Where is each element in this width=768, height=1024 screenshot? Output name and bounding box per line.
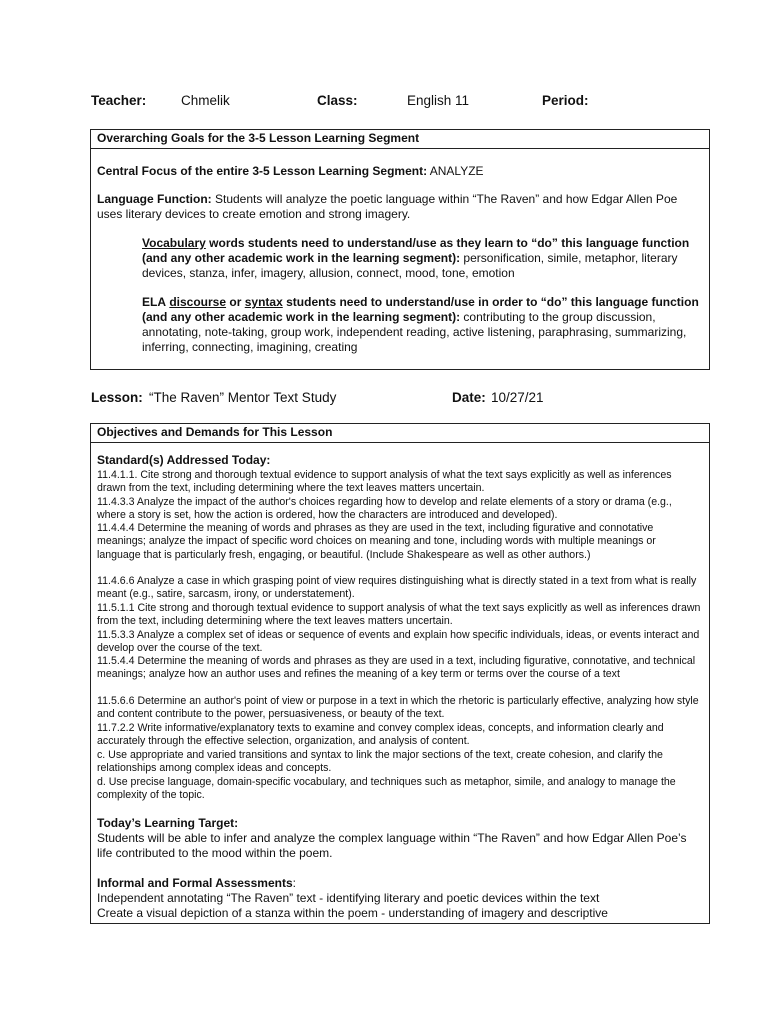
date-value: 10/27/21 (491, 390, 544, 405)
standard-item: c. Use appropriate and varied transitions and syntax to link the major sections of the text, create cohesion, and clarify the relationships among complex ideas and concepts. (97, 749, 663, 775)
standard-item: 11.4.4.4 Determine the meaning of words and phrases as they are used in the text, including figurative and connotative meanings; analyze the impact of specific word choices on meaning and tone, including words with multiple meanings or language that is particularly fresh, engaging, or beautiful. (Include Shakespeare as well as other authors.) (97, 522, 656, 561)
standard-item: 11.5.1.1 Cite strong and thorough textual evidence to support analysis of what the text says explicitly as well as inferences drawn from the text, including determining where the text leaves matters uncertain. (97, 602, 701, 628)
lesson-label: Lesson: (91, 390, 143, 405)
vocabulary-section: Vocabulary words students need to understand/use as they learn to “do” this language function (and any other academic work in the learning segment): personification, simile, metaphor, literary devices, stanza, infer, imagery, allusion, connect, mood, tone, emotion (142, 236, 690, 280)
standard-item: 11.5.3.3 Analyze a complex set of ideas or sequence of events and explain how specific individuals, ideas, or events interact and develop over the course of the text. (97, 629, 700, 655)
date-label: Date: (452, 390, 486, 405)
standards-heading: Standard(s) Addressed Today: (97, 453, 271, 467)
standard-item: 11.5.6.6 Determine an author's point of view or purpose in a text in which the rhetoric is particularly effective, analyzing how style and content contribute to the power, persuasiveness, or beauty of the text. (97, 695, 699, 721)
standard-item: 11.5.4.4 Determine the meaning of words and phrases as they are used in a text, including figurative, connotative, and technical meanings; analyze how an author uses and refines the meaning of a key term or terms over the course of a text (97, 655, 696, 681)
class-value: English 11 (407, 93, 470, 108)
goals-box-title: Overarching Goals for the 3-5 Lesson Learning Segment (91, 130, 709, 149)
central-focus: Central Focus of the entire 3-5 Lesson Learning Segment: ANALYZE (97, 164, 484, 178)
goals-box (90, 129, 710, 370)
assessment-item: Create a visual depiction of a stanza within the poem - understanding of imagery and descriptive (97, 906, 608, 920)
ela-discourse-section: ELA discourse or syntax students need to understand/use in order to “do” this language function (and any other academic work in the learning segment): contributing to the group discussion, annotating, note-taking, group work, independent reading, active listening, paraphrasing, summarizing, inferring, connecting, imagining, creating (142, 295, 699, 354)
learning-target-heading: Today’s Learning Target: (97, 816, 239, 830)
period-label: Period: (542, 93, 589, 108)
learning-target-text: Students will be able to infer and analyze the complex language within “The Raven” and how Edgar Allen Poe’s life contributed to the mood within the poem. (97, 831, 687, 860)
standard-item: 11.4.3.3 Analyze the impact of the author's choices regarding how to develop and relate elements of a story or drama (e.g., where a story is set, how the action is ordered, how the characters are introduced and developed). (97, 496, 672, 522)
standard-item: 11.4.1.1. Cite strong and thorough textual evidence to support analysis of what the text says explicitly as well as inferences drawn from the text, including determining where the text leaves matters uncertain. (97, 469, 672, 495)
standard-item: 11.7.2.2 Write informative/explanatory texts to examine and convey complex ideas, concepts, and information clearly and accurately through the effective selection, organization, and analysis of content. (97, 722, 664, 748)
objectives-box (90, 423, 710, 924)
teacher-value: Chmelik (181, 93, 230, 108)
assessments-heading: Informal and Formal Assessments: (97, 876, 296, 890)
language-function: Language Function: Students will analyze the poetic language within “The Raven” and how Edgar Allen Poe uses literary devices to create emotion and strong imagery. (97, 192, 678, 221)
assessment-item: Independent annotating “The Raven” text - identifying literary and poetic devices within the text (97, 891, 600, 905)
header-row (91, 93, 711, 111)
lesson-value: “The Raven” Mentor Text Study (149, 390, 337, 405)
class-label: Class: (317, 93, 358, 108)
standard-item: 11.4.6.6 Analyze a case in which grasping point of view requires distinguishing what is directly stated in a text from what is really meant (e.g., satire, sarcasm, irony, or understatement). (97, 575, 697, 601)
standard-item: d. Use precise language, domain-specific vocabulary, and techniques such as metaphor, simile, and analogy to manage the complexity of the topic. (97, 776, 676, 802)
lesson-row (91, 390, 711, 408)
objectives-box-title: Objectives and Demands for This Lesson (91, 424, 709, 443)
teacher-label: Teacher: (91, 93, 147, 108)
